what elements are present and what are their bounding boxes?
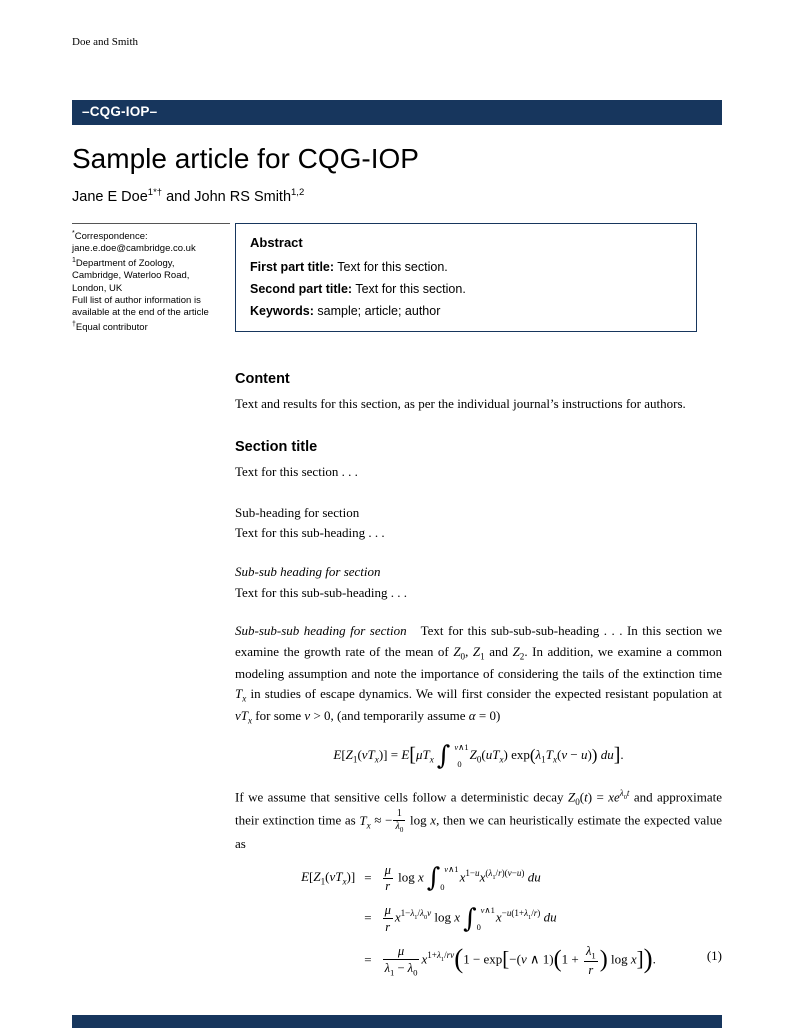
runin-paragraph <box>235 621 722 728</box>
equation-rel: = <box>364 910 372 926</box>
sub-heading: Sub-heading for section <box>235 504 360 520</box>
equation-rhs: $\frac{\mu}{\lambda_1 - \lambda_0}$ $x^{1+\lambda_1/rv}(1 - \exp[-(v$ ∧ 1)(1 + $\frac{\lambda_1}{r}$ ) log x]). <box>384 943 656 977</box>
sidebar-line-equal-contributor: †Equal contributor <box>72 320 148 333</box>
equation-lhs: $E[Z_1(vT_x)]$ <box>301 869 356 887</box>
sub-paragraph: Text for this sub-heading . . . <box>235 525 385 541</box>
subsub-paragraph: Text for this sub-sub-heading . . . <box>235 584 408 600</box>
section-paragraph: Text for this section . . . <box>235 464 358 480</box>
abstract-item-text: sample; article; author <box>317 303 441 318</box>
sidebar-line-affiliation-1: $^1$Department of Zoology, <box>72 256 175 269</box>
journal-banner <box>72 100 722 125</box>
abstract-item-text: Text for this section. <box>355 281 466 296</box>
equation-rel: = <box>364 869 372 885</box>
subsub-heading: Sub-sub heading for section <box>235 563 381 579</box>
abstract-item <box>250 304 682 318</box>
equation-grid <box>301 863 656 977</box>
journal-banner-label: –CQG-IOP– <box>82 104 158 119</box>
content-paragraph: Text and results for this section, as per the individual journal’s instructions for authors. <box>235 395 686 411</box>
sidebar-line-fulllist-2: available at the end of the article <box>72 307 209 319</box>
sidebar-line-fulllist-1: Full list of author information is <box>72 294 201 306</box>
abstract-box <box>235 223 697 332</box>
section-heading: Section title <box>235 439 318 456</box>
display-equation: $E[Z_1(vT_x)] = E[\mu T_x$ ∫ v∧1 0 $Z_0(uT_x) \exp(\lambda_1T_x(v - u))$ du]. <box>333 740 624 771</box>
sidebar-line-email: jane.e.doe@cambridge.co.uk <box>72 243 196 255</box>
running-head: Doe and Smith <box>72 36 138 48</box>
abstract-item-text: Text for this section. <box>337 259 448 274</box>
equation-rhs: $\frac{\mu}{r}$ log x ∫ v∧1 0 $x^{1-u}x^{(\lambda_1/r)(v-u)}$ du <box>384 862 541 893</box>
header-columns <box>72 223 722 334</box>
sidebar-line-affiliation-2: Cambridge, Waterloo Road, <box>72 270 190 282</box>
subsubsub-heading: Sub-sub-sub heading for section <box>235 623 407 639</box>
authors-line: Jane E Doe$^{1*\dagger}$ and John RS Smith$^{1,2}$ <box>72 187 305 205</box>
abstract-item-label: Second part title: <box>250 281 353 296</box>
abstract-item <box>250 260 682 274</box>
abstract-title: Abstract <box>250 234 303 250</box>
footer-bar <box>72 1015 722 1028</box>
sidebar-line-correspondence: *Correspondence: <box>72 229 148 242</box>
equation-rel: = <box>364 952 372 968</box>
abstract-item-label: Keywords: <box>250 303 314 318</box>
article-body <box>235 368 722 977</box>
equation-block <box>235 863 722 977</box>
estimate-paragraph: If we assume that sensitive cells follow a deterministic decay $Z_0(t) = xe^{\lambda_0t}$ and approximate their extinction time as $T_x$ ≈ − $\frac{1}{\lambda_0}$ log x, then we can heuristically estimate the expected value as <box>235 787 722 852</box>
sidebar-line-affiliation-3: London, UK <box>72 282 123 294</box>
correspondence-sidebar <box>72 223 230 334</box>
equation-number: (1) <box>706 947 722 963</box>
equation-rhs: $\frac{\mu}{r}$ $x^{1-\lambda_1/\lambda_0v}$ log x ∫ v∧1 0 $x^{-u(1+\lambda_1/r)}$ du <box>384 903 557 934</box>
runin-text: Text for this sub-sub-sub-heading . . . In this section we examine the growth rate of the mean of $Z_0$, $Z_1$ and $Z_2$. In addition, we examine a common modeling assumption and note the importance of considering the tails of the extinction time $T_x$ in studies of escape dynamics. We will first consider the expected resistant population at $vT_x$ for some v > 0, (and temporarily assume α = 0) <box>235 623 723 726</box>
abstract-item <box>250 282 682 296</box>
abstract-item-label: First part title: <box>250 259 335 274</box>
content-heading: Content <box>235 371 290 388</box>
article-title: Sample article for CQG-IOP <box>72 143 419 174</box>
